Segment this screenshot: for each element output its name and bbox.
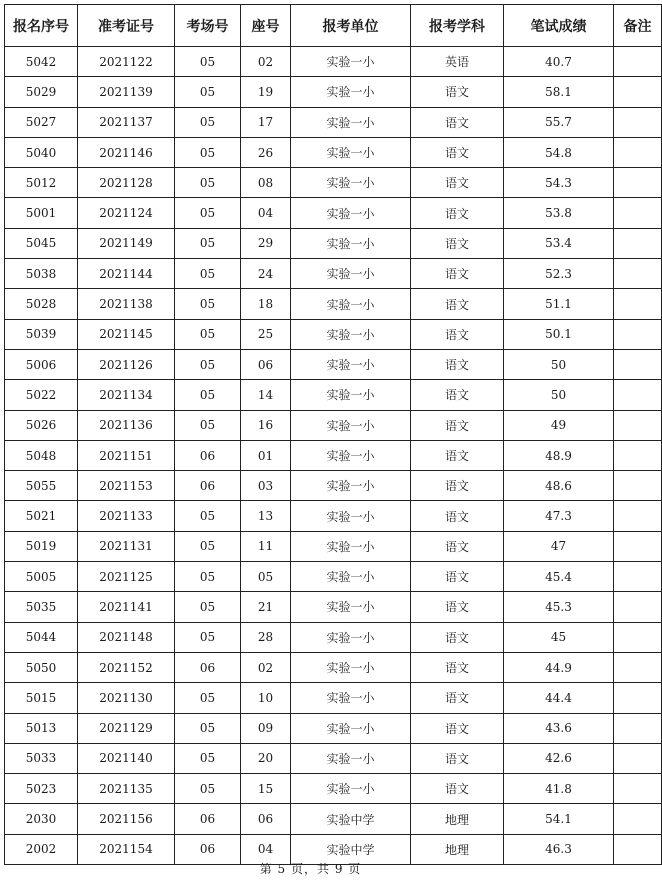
cell-remarks bbox=[614, 592, 662, 622]
table-row bbox=[5, 592, 662, 622]
cell-reg-no: 5001 bbox=[5, 198, 78, 228]
header-unit: 报考单位 bbox=[291, 5, 411, 47]
cell-reg-no: 5042 bbox=[5, 47, 78, 77]
cell-reg-no: 5038 bbox=[5, 259, 78, 289]
cell-reg-no: 5021 bbox=[5, 501, 78, 531]
cell-subject: 语文 bbox=[411, 228, 504, 258]
cell-score: 54.8 bbox=[504, 137, 614, 167]
cell-unit: 实验一小 bbox=[291, 471, 411, 501]
cell-exam-room: 05 bbox=[175, 168, 241, 198]
table-row bbox=[5, 471, 662, 501]
cell-subject: 语文 bbox=[411, 471, 504, 501]
table-row bbox=[5, 198, 662, 228]
cell-admission-no: 2021129 bbox=[78, 713, 175, 743]
table-body bbox=[5, 47, 662, 865]
cell-admission-no: 2021134 bbox=[78, 380, 175, 410]
cell-reg-no: 5006 bbox=[5, 349, 78, 379]
cell-unit: 实验一小 bbox=[291, 319, 411, 349]
cell-exam-room: 05 bbox=[175, 743, 241, 773]
cell-score: 44.9 bbox=[504, 652, 614, 682]
cell-score: 58.1 bbox=[504, 77, 614, 107]
header-exam-room: 考场号 bbox=[175, 5, 241, 47]
cell-admission-no: 2021128 bbox=[78, 168, 175, 198]
cell-score: 50.1 bbox=[504, 319, 614, 349]
cell-exam-room: 06 bbox=[175, 471, 241, 501]
cell-seat-no: 06 bbox=[241, 349, 291, 379]
cell-seat-no: 26 bbox=[241, 137, 291, 167]
cell-reg-no: 5050 bbox=[5, 652, 78, 682]
cell-seat-no: 04 bbox=[241, 198, 291, 228]
cell-subject: 语文 bbox=[411, 107, 504, 137]
cell-exam-room: 06 bbox=[175, 834, 241, 864]
table-row bbox=[5, 259, 662, 289]
cell-unit: 实验一小 bbox=[291, 228, 411, 258]
cell-admission-no: 2021125 bbox=[78, 562, 175, 592]
table-row bbox=[5, 349, 662, 379]
cell-reg-no: 5026 bbox=[5, 410, 78, 440]
cell-exam-room: 05 bbox=[175, 107, 241, 137]
cell-seat-no: 25 bbox=[241, 319, 291, 349]
cell-unit: 实验一小 bbox=[291, 349, 411, 379]
cell-subject: 语文 bbox=[411, 410, 504, 440]
cell-remarks bbox=[614, 259, 662, 289]
document-page bbox=[4, 4, 652, 865]
cell-seat-no: 02 bbox=[241, 652, 291, 682]
cell-reg-no: 5039 bbox=[5, 319, 78, 349]
cell-subject: 语文 bbox=[411, 259, 504, 289]
cell-exam-room: 05 bbox=[175, 622, 241, 652]
cell-reg-no: 2030 bbox=[5, 804, 78, 834]
cell-score: 46.3 bbox=[504, 834, 614, 864]
table-row bbox=[5, 380, 662, 410]
cell-unit: 实验一小 bbox=[291, 198, 411, 228]
cell-remarks bbox=[614, 289, 662, 319]
cell-unit: 实验一小 bbox=[291, 531, 411, 561]
table-row bbox=[5, 410, 662, 440]
cell-remarks bbox=[614, 410, 662, 440]
cell-subject: 地理 bbox=[411, 804, 504, 834]
table-row bbox=[5, 562, 662, 592]
cell-exam-room: 05 bbox=[175, 289, 241, 319]
cell-reg-no: 5040 bbox=[5, 137, 78, 167]
cell-unit: 实验一小 bbox=[291, 562, 411, 592]
cell-unit: 实验一小 bbox=[291, 410, 411, 440]
cell-seat-no: 15 bbox=[241, 774, 291, 804]
cell-admission-no: 2021148 bbox=[78, 622, 175, 652]
cell-score: 53.4 bbox=[504, 228, 614, 258]
header-admission-no: 准考证号 bbox=[78, 5, 175, 47]
table-row bbox=[5, 683, 662, 713]
cell-reg-no: 5029 bbox=[5, 77, 78, 107]
cell-remarks bbox=[614, 743, 662, 773]
cell-unit: 实验中学 bbox=[291, 834, 411, 864]
table-row bbox=[5, 713, 662, 743]
cell-seat-no: 02 bbox=[241, 47, 291, 77]
cell-seat-no: 03 bbox=[241, 471, 291, 501]
cell-remarks bbox=[614, 77, 662, 107]
cell-exam-room: 05 bbox=[175, 77, 241, 107]
cell-admission-no: 2021139 bbox=[78, 77, 175, 107]
cell-admission-no: 2021124 bbox=[78, 198, 175, 228]
cell-seat-no: 10 bbox=[241, 683, 291, 713]
cell-unit: 实验一小 bbox=[291, 743, 411, 773]
table-row bbox=[5, 47, 662, 77]
cell-seat-no: 13 bbox=[241, 501, 291, 531]
cell-reg-no: 5023 bbox=[5, 774, 78, 804]
cell-remarks bbox=[614, 501, 662, 531]
cell-score: 43.6 bbox=[504, 713, 614, 743]
cell-score: 44.4 bbox=[504, 683, 614, 713]
cell-admission-no: 2021141 bbox=[78, 592, 175, 622]
header-reg-no: 报名序号 bbox=[5, 5, 78, 47]
cell-seat-no: 20 bbox=[241, 743, 291, 773]
cell-reg-no: 5022 bbox=[5, 380, 78, 410]
cell-admission-no: 2021156 bbox=[78, 804, 175, 834]
table-row bbox=[5, 652, 662, 682]
cell-reg-no: 5012 bbox=[5, 168, 78, 198]
cell-exam-room: 05 bbox=[175, 592, 241, 622]
cell-unit: 实验一小 bbox=[291, 47, 411, 77]
cell-remarks bbox=[614, 804, 662, 834]
cell-score: 45.4 bbox=[504, 562, 614, 592]
cell-remarks bbox=[614, 471, 662, 501]
cell-unit: 实验一小 bbox=[291, 774, 411, 804]
cell-unit: 实验一小 bbox=[291, 501, 411, 531]
cell-subject: 英语 bbox=[411, 47, 504, 77]
cell-seat-no: 21 bbox=[241, 592, 291, 622]
cell-unit: 实验一小 bbox=[291, 622, 411, 652]
score-table bbox=[4, 4, 662, 865]
table-row bbox=[5, 107, 662, 137]
table-row bbox=[5, 77, 662, 107]
cell-exam-room: 05 bbox=[175, 410, 241, 440]
cell-admission-no: 2021126 bbox=[78, 349, 175, 379]
cell-reg-no: 5027 bbox=[5, 107, 78, 137]
cell-subject: 语文 bbox=[411, 440, 504, 470]
cell-unit: 实验一小 bbox=[291, 652, 411, 682]
cell-score: 53.8 bbox=[504, 198, 614, 228]
page-footer: 第 5 页，共 9 页 bbox=[259, 862, 362, 876]
cell-seat-no: 01 bbox=[241, 440, 291, 470]
cell-subject: 语文 bbox=[411, 622, 504, 652]
cell-subject: 语文 bbox=[411, 531, 504, 561]
cell-reg-no: 5045 bbox=[5, 228, 78, 258]
table-row bbox=[5, 501, 662, 531]
cell-unit: 实验一小 bbox=[291, 592, 411, 622]
cell-remarks bbox=[614, 107, 662, 137]
cell-subject: 语文 bbox=[411, 319, 504, 349]
cell-admission-no: 2021138 bbox=[78, 289, 175, 319]
cell-score: 50 bbox=[504, 380, 614, 410]
cell-admission-no: 2021122 bbox=[78, 47, 175, 77]
cell-reg-no: 5028 bbox=[5, 289, 78, 319]
cell-exam-room: 06 bbox=[175, 440, 241, 470]
cell-remarks bbox=[614, 349, 662, 379]
cell-unit: 实验一小 bbox=[291, 440, 411, 470]
header-score: 笔试成绩 bbox=[504, 5, 614, 47]
cell-reg-no: 5044 bbox=[5, 622, 78, 652]
cell-score: 47 bbox=[504, 531, 614, 561]
cell-score: 41.8 bbox=[504, 774, 614, 804]
cell-score: 50 bbox=[504, 349, 614, 379]
cell-seat-no: 19 bbox=[241, 77, 291, 107]
cell-subject: 语文 bbox=[411, 289, 504, 319]
cell-exam-room: 05 bbox=[175, 198, 241, 228]
cell-exam-room: 05 bbox=[175, 774, 241, 804]
cell-admission-no: 2021154 bbox=[78, 834, 175, 864]
cell-reg-no: 5015 bbox=[5, 683, 78, 713]
cell-admission-no: 2021137 bbox=[78, 107, 175, 137]
cell-remarks bbox=[614, 713, 662, 743]
cell-admission-no: 2021131 bbox=[78, 531, 175, 561]
cell-score: 45 bbox=[504, 622, 614, 652]
cell-exam-room: 05 bbox=[175, 259, 241, 289]
cell-remarks bbox=[614, 228, 662, 258]
cell-score: 49 bbox=[504, 410, 614, 440]
cell-subject: 语文 bbox=[411, 137, 504, 167]
cell-score: 48.9 bbox=[504, 440, 614, 470]
table-row bbox=[5, 228, 662, 258]
cell-seat-no: 11 bbox=[241, 531, 291, 561]
cell-exam-room: 06 bbox=[175, 652, 241, 682]
cell-unit: 实验一小 bbox=[291, 77, 411, 107]
cell-admission-no: 2021140 bbox=[78, 743, 175, 773]
cell-subject: 语文 bbox=[411, 77, 504, 107]
cell-exam-room: 05 bbox=[175, 562, 241, 592]
cell-admission-no: 2021146 bbox=[78, 137, 175, 167]
cell-subject: 语文 bbox=[411, 501, 504, 531]
cell-admission-no: 2021135 bbox=[78, 774, 175, 804]
cell-score: 54.1 bbox=[504, 804, 614, 834]
cell-reg-no: 5048 bbox=[5, 440, 78, 470]
cell-seat-no: 28 bbox=[241, 622, 291, 652]
cell-exam-room: 05 bbox=[175, 713, 241, 743]
cell-unit: 实验一小 bbox=[291, 380, 411, 410]
cell-seat-no: 09 bbox=[241, 713, 291, 743]
cell-exam-room: 05 bbox=[175, 683, 241, 713]
cell-remarks bbox=[614, 652, 662, 682]
cell-reg-no: 2002 bbox=[5, 834, 78, 864]
cell-subject: 语文 bbox=[411, 592, 504, 622]
cell-seat-no: 29 bbox=[241, 228, 291, 258]
cell-unit: 实验一小 bbox=[291, 713, 411, 743]
cell-remarks bbox=[614, 774, 662, 804]
cell-seat-no: 08 bbox=[241, 168, 291, 198]
cell-admission-no: 2021153 bbox=[78, 471, 175, 501]
cell-score: 54.3 bbox=[504, 168, 614, 198]
header-seat-no: 座号 bbox=[241, 5, 291, 47]
cell-admission-no: 2021133 bbox=[78, 501, 175, 531]
cell-score: 42.6 bbox=[504, 743, 614, 773]
cell-unit: 实验一小 bbox=[291, 289, 411, 319]
cell-exam-room: 05 bbox=[175, 531, 241, 561]
cell-unit: 实验中学 bbox=[291, 804, 411, 834]
cell-reg-no: 5035 bbox=[5, 592, 78, 622]
cell-reg-no: 5033 bbox=[5, 743, 78, 773]
cell-subject: 语文 bbox=[411, 562, 504, 592]
cell-exam-room: 05 bbox=[175, 228, 241, 258]
cell-seat-no: 14 bbox=[241, 380, 291, 410]
cell-exam-room: 05 bbox=[175, 501, 241, 531]
cell-unit: 实验一小 bbox=[291, 259, 411, 289]
cell-remarks bbox=[614, 380, 662, 410]
table-row bbox=[5, 137, 662, 167]
header-remarks: 备注 bbox=[614, 5, 662, 47]
table-row bbox=[5, 289, 662, 319]
cell-remarks bbox=[614, 168, 662, 198]
table-row bbox=[5, 168, 662, 198]
cell-admission-no: 2021144 bbox=[78, 259, 175, 289]
table-row bbox=[5, 804, 662, 834]
cell-admission-no: 2021136 bbox=[78, 410, 175, 440]
cell-remarks bbox=[614, 47, 662, 77]
cell-remarks bbox=[614, 622, 662, 652]
cell-seat-no: 06 bbox=[241, 804, 291, 834]
cell-subject: 语文 bbox=[411, 380, 504, 410]
cell-subject: 语文 bbox=[411, 774, 504, 804]
cell-score: 52.3 bbox=[504, 259, 614, 289]
cell-admission-no: 2021145 bbox=[78, 319, 175, 349]
cell-score: 40.7 bbox=[504, 47, 614, 77]
cell-admission-no: 2021152 bbox=[78, 652, 175, 682]
cell-remarks bbox=[614, 198, 662, 228]
cell-unit: 实验一小 bbox=[291, 683, 411, 713]
cell-subject: 语文 bbox=[411, 713, 504, 743]
cell-seat-no: 16 bbox=[241, 410, 291, 440]
cell-score: 47.3 bbox=[504, 501, 614, 531]
cell-unit: 实验一小 bbox=[291, 137, 411, 167]
cell-exam-room: 05 bbox=[175, 380, 241, 410]
cell-remarks bbox=[614, 137, 662, 167]
cell-remarks bbox=[614, 562, 662, 592]
cell-remarks bbox=[614, 440, 662, 470]
cell-seat-no: 04 bbox=[241, 834, 291, 864]
table-row bbox=[5, 319, 662, 349]
cell-admission-no: 2021149 bbox=[78, 228, 175, 258]
cell-exam-room: 05 bbox=[175, 137, 241, 167]
cell-exam-room: 05 bbox=[175, 349, 241, 379]
cell-remarks bbox=[614, 531, 662, 561]
cell-score: 48.6 bbox=[504, 471, 614, 501]
cell-seat-no: 18 bbox=[241, 289, 291, 319]
cell-subject: 语文 bbox=[411, 652, 504, 682]
cell-subject: 语文 bbox=[411, 198, 504, 228]
cell-exam-room: 05 bbox=[175, 319, 241, 349]
table-row bbox=[5, 440, 662, 470]
cell-seat-no: 05 bbox=[241, 562, 291, 592]
cell-subject: 地理 bbox=[411, 834, 504, 864]
cell-admission-no: 2021130 bbox=[78, 683, 175, 713]
cell-reg-no: 5055 bbox=[5, 471, 78, 501]
cell-subject: 语文 bbox=[411, 743, 504, 773]
cell-score: 45.3 bbox=[504, 592, 614, 622]
table-row bbox=[5, 743, 662, 773]
cell-exam-room: 06 bbox=[175, 804, 241, 834]
cell-subject: 语文 bbox=[411, 168, 504, 198]
cell-admission-no: 2021151 bbox=[78, 440, 175, 470]
cell-exam-room: 05 bbox=[175, 47, 241, 77]
header-subject: 报考学科 bbox=[411, 5, 504, 47]
table-header-row bbox=[5, 5, 662, 47]
table-row bbox=[5, 622, 662, 652]
cell-unit: 实验一小 bbox=[291, 107, 411, 137]
cell-seat-no: 17 bbox=[241, 107, 291, 137]
table-row bbox=[5, 531, 662, 561]
cell-subject: 语文 bbox=[411, 349, 504, 379]
cell-score: 51.1 bbox=[504, 289, 614, 319]
cell-reg-no: 5005 bbox=[5, 562, 78, 592]
cell-seat-no: 24 bbox=[241, 259, 291, 289]
cell-subject: 语文 bbox=[411, 683, 504, 713]
cell-unit: 实验一小 bbox=[291, 168, 411, 198]
cell-score: 55.7 bbox=[504, 107, 614, 137]
cell-remarks bbox=[614, 319, 662, 349]
table-row bbox=[5, 774, 662, 804]
cell-reg-no: 5019 bbox=[5, 531, 78, 561]
cell-remarks bbox=[614, 683, 662, 713]
cell-reg-no: 5013 bbox=[5, 713, 78, 743]
